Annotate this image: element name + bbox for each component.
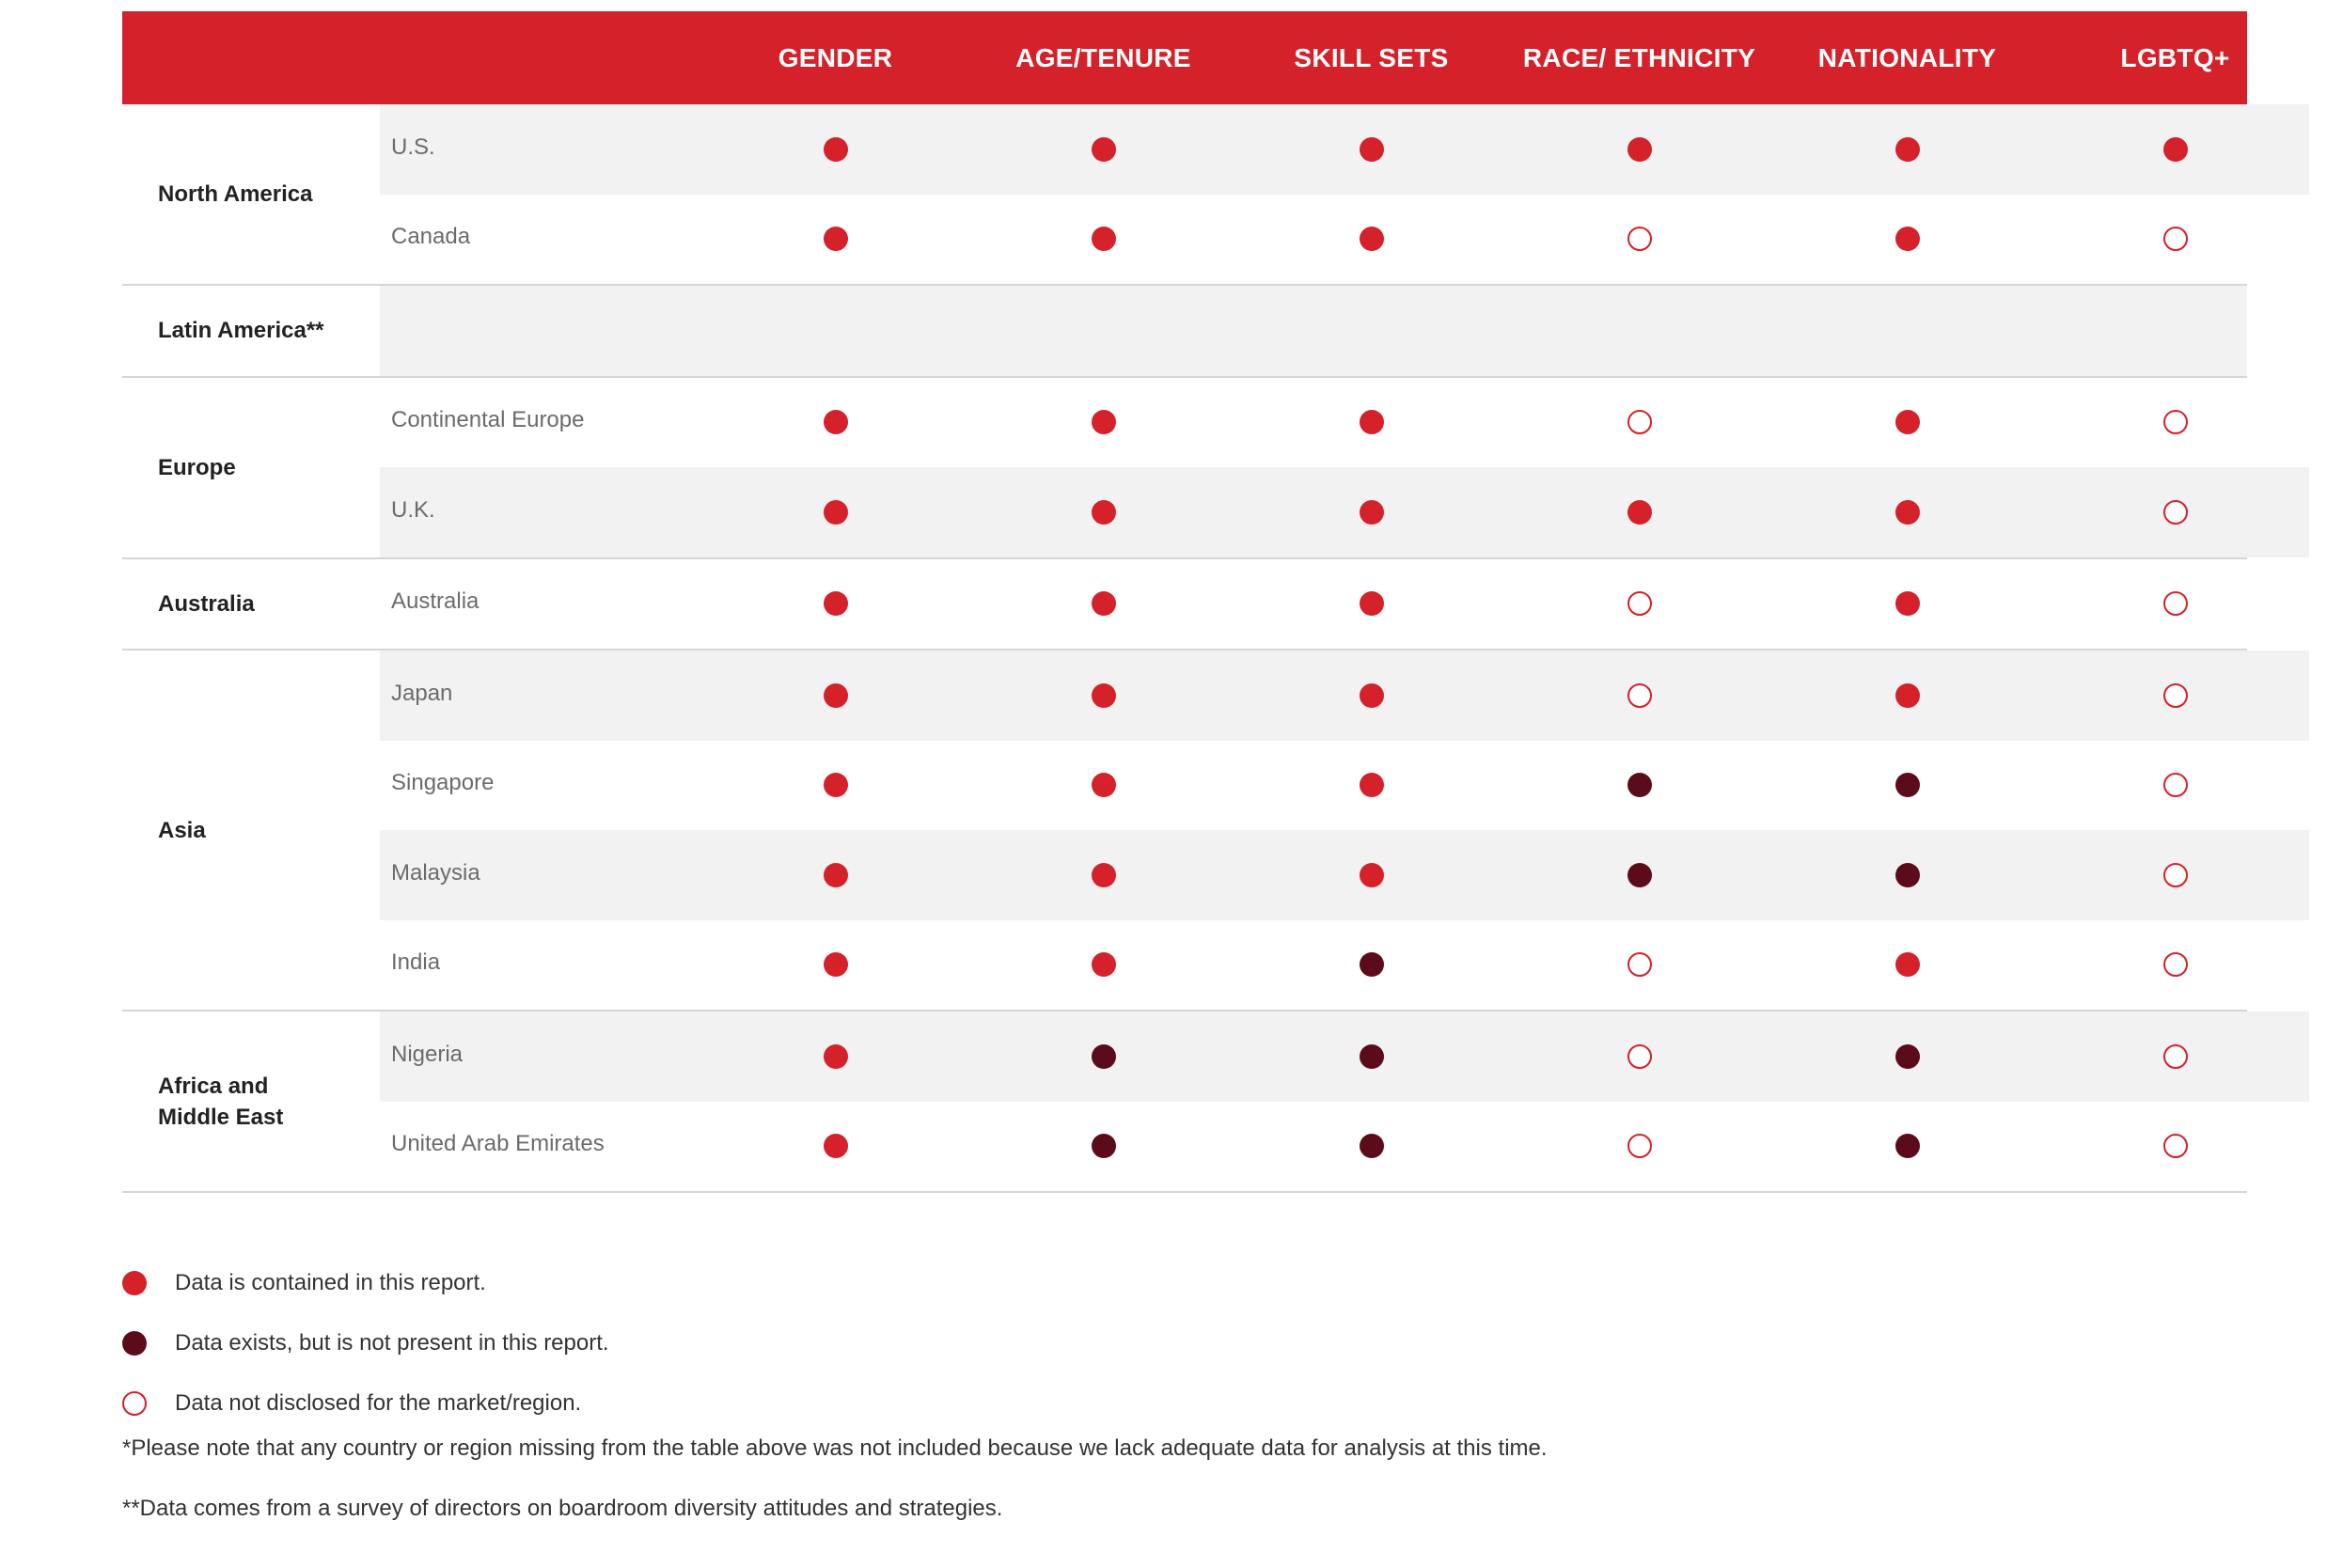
filled-dark-dot-icon — [1360, 1044, 1384, 1069]
cell-age-tenure — [969, 683, 1237, 708]
cell-gender — [701, 591, 969, 616]
cell-skill-sets — [1237, 1134, 1505, 1158]
region-group — [122, 104, 2247, 286]
table-header — [122, 11, 2247, 104]
cell-nationality — [1773, 227, 2041, 251]
region-group — [122, 559, 2247, 651]
legend-item-not-disclosed — [122, 1373, 609, 1434]
filled-red-dot-icon — [824, 1134, 848, 1158]
cell-lgbtq — [2041, 137, 2309, 162]
cell-race-ethnicity — [1505, 683, 1773, 708]
region-rows — [380, 286, 2247, 376]
cell-race-ethnicity — [1505, 410, 1773, 434]
cell-lgbtq — [2041, 410, 2309, 434]
country-label: Japan — [391, 680, 453, 706]
hollow-circle-icon — [1627, 1044, 1652, 1069]
hollow-circle-icon — [2163, 227, 2188, 251]
cell-race-ethnicity — [1505, 591, 1773, 616]
cell-skill-sets — [1237, 227, 1505, 251]
column-header-skill-sets: SKILL SETS — [1294, 42, 1449, 72]
cell-lgbtq — [2041, 500, 2309, 525]
filled-red-dot-icon — [1627, 500, 1652, 525]
cell-lgbtq — [2041, 952, 2309, 977]
hollow-circle-icon — [2163, 1044, 2188, 1069]
filled-dark-dot-icon — [122, 1331, 147, 1356]
filled-red-dot-icon — [1627, 137, 1652, 162]
table-row — [380, 1102, 2309, 1192]
hollow-circle-icon — [2163, 410, 2188, 434]
country-label: Australia — [391, 588, 480, 615]
legend-item-contained — [122, 1253, 609, 1313]
filled-dark-dot-icon — [1627, 773, 1652, 797]
filled-red-dot-icon — [824, 227, 848, 251]
filled-red-dot-icon — [824, 591, 848, 616]
cell-nationality — [1773, 863, 2041, 887]
cell-lgbtq — [2041, 863, 2309, 887]
region-group — [122, 1011, 2247, 1193]
cell-age-tenure — [969, 773, 1237, 797]
cell-gender — [701, 500, 969, 525]
region-label: North America — [122, 104, 380, 284]
filled-red-dot-icon — [1895, 137, 1920, 162]
filled-red-dot-icon — [1360, 863, 1384, 887]
table-row — [380, 378, 2309, 468]
footnote-survey-source: **Data comes from a survey of directors on boardroom diversity attitudes and strategies. — [122, 1496, 1003, 1521]
cell-nationality — [1773, 410, 2041, 434]
filled-dark-dot-icon — [1895, 863, 1920, 887]
country-label: Malaysia — [391, 859, 480, 886]
region-label: Asia — [122, 651, 380, 1010]
filled-red-dot-icon — [1895, 500, 1920, 525]
table-row — [380, 104, 2309, 195]
region-group — [122, 651, 2247, 1011]
cell-skill-sets — [1237, 1044, 1505, 1069]
region-group — [122, 286, 2247, 378]
filled-red-dot-icon — [2163, 137, 2188, 162]
cell-gender — [701, 137, 969, 162]
cell-nationality — [1773, 137, 2041, 162]
filled-red-dot-icon — [1092, 773, 1116, 797]
region-rows — [380, 378, 2309, 557]
filled-red-dot-icon — [1092, 591, 1116, 616]
cell-nationality — [1773, 952, 2041, 977]
region-label: Africa and Middle East — [122, 1011, 380, 1191]
cell-race-ethnicity — [1505, 1134, 1773, 1158]
cell-skill-sets — [1237, 137, 1505, 162]
cell-gender — [701, 773, 969, 797]
country-label: Canada — [391, 224, 471, 250]
table-row — [380, 286, 2247, 376]
filled-red-dot-icon — [1895, 591, 1920, 616]
cell-skill-sets — [1237, 863, 1505, 887]
cell-gender — [701, 863, 969, 887]
footnote-missing-regions: *Please note that any country or region missing from the table above was not included because we lack adequate data for analysis at this time. — [122, 1435, 1548, 1461]
filled-red-dot-icon — [824, 500, 848, 525]
cell-lgbtq — [2041, 773, 2309, 797]
cell-nationality — [1773, 500, 2041, 525]
filled-red-dot-icon — [1092, 137, 1116, 162]
cell-gender — [701, 952, 969, 977]
cell-race-ethnicity — [1505, 863, 1773, 887]
cell-race-ethnicity — [1505, 773, 1773, 797]
filled-red-dot-icon — [1360, 410, 1384, 434]
filled-red-dot-icon — [1895, 227, 1920, 251]
table-row — [380, 195, 2309, 285]
filled-red-dot-icon — [1092, 952, 1116, 977]
filled-dark-dot-icon — [1895, 1134, 1920, 1158]
cell-age-tenure — [969, 227, 1237, 251]
country-label: India — [391, 949, 441, 976]
cell-nationality — [1773, 1044, 2041, 1069]
region-group — [122, 378, 2247, 559]
hollow-circle-icon — [1627, 683, 1652, 708]
hollow-circle-icon — [122, 1391, 147, 1416]
cell-lgbtq — [2041, 683, 2309, 708]
region-rows — [380, 559, 2309, 650]
filled-dark-dot-icon — [1627, 863, 1652, 887]
cell-skill-sets — [1237, 500, 1505, 525]
hollow-circle-icon — [2163, 952, 2188, 977]
hollow-circle-icon — [2163, 863, 2188, 887]
table-row — [380, 559, 2309, 650]
legend-label: Data exists, but is not present in this report. — [175, 1330, 609, 1356]
filled-dark-dot-icon — [1092, 1044, 1116, 1069]
country-label: Continental Europe — [391, 407, 585, 433]
cell-nationality — [1773, 591, 2041, 616]
country-label: Singapore — [391, 770, 495, 796]
country-label: U.K. — [391, 496, 435, 523]
hollow-circle-icon — [2163, 1134, 2188, 1158]
cell-skill-sets — [1237, 683, 1505, 708]
cell-race-ethnicity — [1505, 952, 1773, 977]
table-row — [380, 1011, 2309, 1102]
cell-nationality — [1773, 773, 2041, 797]
hollow-circle-icon — [1627, 1134, 1652, 1158]
cell-gender — [701, 227, 969, 251]
cell-race-ethnicity — [1505, 1044, 1773, 1069]
filled-red-dot-icon — [1360, 591, 1384, 616]
diversity-data-table — [122, 11, 2247, 1193]
filled-red-dot-icon — [1360, 683, 1384, 708]
column-header-race-ethnicity: RACE/ ETHNICITY — [1522, 42, 1756, 72]
filled-dark-dot-icon — [1360, 952, 1384, 977]
filled-red-dot-icon — [1360, 500, 1384, 525]
filled-red-dot-icon — [1092, 410, 1116, 434]
cell-age-tenure — [969, 863, 1237, 887]
cell-skill-sets — [1237, 773, 1505, 797]
column-header-gender: GENDER — [778, 42, 893, 72]
hollow-circle-icon — [2163, 591, 2188, 616]
column-header-nationality: NATIONALITY — [1817, 42, 1997, 72]
table-row — [380, 651, 2309, 741]
table-row — [380, 920, 2309, 1011]
filled-red-dot-icon — [1092, 227, 1116, 251]
hollow-circle-icon — [2163, 683, 2188, 708]
legend — [122, 1253, 609, 1434]
filled-red-dot-icon — [1895, 683, 1920, 708]
filled-red-dot-icon — [1092, 683, 1116, 708]
filled-red-dot-icon — [122, 1271, 147, 1295]
filled-red-dot-icon — [824, 863, 848, 887]
filled-red-dot-icon — [1360, 227, 1384, 251]
cell-age-tenure — [969, 410, 1237, 434]
country-label: Nigeria — [391, 1041, 464, 1067]
filled-red-dot-icon — [824, 137, 848, 162]
filled-red-dot-icon — [824, 410, 848, 434]
filled-red-dot-icon — [824, 683, 848, 708]
hollow-circle-icon — [2163, 773, 2188, 797]
table-row — [380, 830, 2309, 920]
hollow-circle-icon — [1627, 227, 1652, 251]
filled-red-dot-icon — [824, 773, 848, 797]
filled-red-dot-icon — [1895, 952, 1920, 977]
hollow-circle-icon — [2163, 500, 2188, 525]
cell-skill-sets — [1237, 952, 1505, 977]
cell-age-tenure — [969, 137, 1237, 162]
cell-lgbtq — [2041, 1134, 2309, 1158]
filled-dark-dot-icon — [1895, 1044, 1920, 1069]
hollow-circle-icon — [1627, 952, 1652, 977]
country-label: U.S. — [391, 133, 435, 160]
region-label: Latin America** — [122, 286, 380, 376]
table-body — [122, 104, 2247, 1193]
cell-age-tenure — [969, 1134, 1237, 1158]
cell-nationality — [1773, 1134, 2041, 1158]
hollow-circle-icon — [1627, 591, 1652, 616]
region-rows — [380, 1011, 2309, 1191]
country-label: United Arab Emirates — [391, 1131, 605, 1157]
cell-age-tenure — [969, 500, 1237, 525]
filled-red-dot-icon — [1360, 773, 1384, 797]
column-header-age-tenure: AGE/TENURE — [1015, 42, 1191, 72]
filled-red-dot-icon — [824, 952, 848, 977]
cell-skill-sets — [1237, 410, 1505, 434]
legend-label: Data not disclosed for the market/region. — [175, 1390, 582, 1416]
cell-race-ethnicity — [1505, 137, 1773, 162]
cell-race-ethnicity — [1505, 500, 1773, 525]
legend-label: Data is contained in this report. — [175, 1270, 486, 1295]
filled-dark-dot-icon — [1895, 773, 1920, 797]
cell-age-tenure — [969, 591, 1237, 616]
cell-gender — [701, 410, 969, 434]
region-label: Australia — [122, 559, 380, 650]
filled-dark-dot-icon — [1092, 1134, 1116, 1158]
cell-lgbtq — [2041, 1044, 2309, 1069]
table-row — [380, 741, 2309, 831]
legend-item-exists — [122, 1313, 609, 1373]
cell-race-ethnicity — [1505, 227, 1773, 251]
region-rows — [380, 104, 2309, 284]
cell-gender — [701, 683, 969, 708]
region-label: Europe — [122, 378, 380, 557]
cell-gender — [701, 1134, 969, 1158]
table-row — [380, 467, 2309, 557]
column-header-lgbtq: LGBTQ+ — [2120, 42, 2230, 72]
filled-red-dot-icon — [1092, 863, 1116, 887]
cell-age-tenure — [969, 1044, 1237, 1069]
filled-red-dot-icon — [1092, 500, 1116, 525]
cell-gender — [701, 1044, 969, 1069]
cell-lgbtq — [2041, 227, 2309, 251]
filled-red-dot-icon — [1895, 410, 1920, 434]
cell-lgbtq — [2041, 591, 2309, 616]
cell-skill-sets — [1237, 591, 1505, 616]
filled-dark-dot-icon — [1360, 1134, 1384, 1158]
region-rows — [380, 651, 2309, 1010]
hollow-circle-icon — [1627, 410, 1652, 434]
cell-nationality — [1773, 683, 2041, 708]
filled-red-dot-icon — [824, 1044, 848, 1069]
cell-age-tenure — [969, 952, 1237, 977]
filled-red-dot-icon — [1360, 137, 1384, 162]
